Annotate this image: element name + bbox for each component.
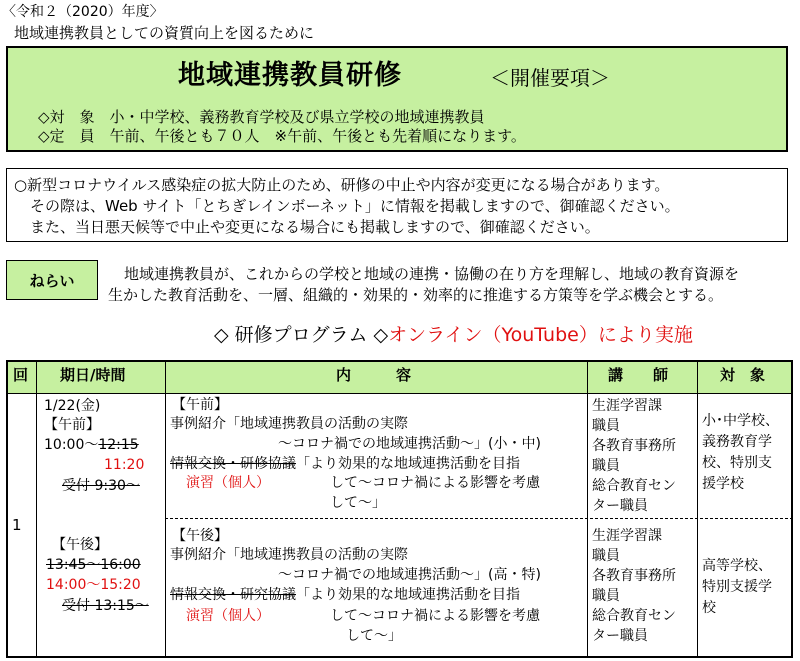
pm-reception-old: 受付 13:15～ (62, 598, 149, 614)
notice-line-2: その際は、Web サイト「とちぎレインボーネット」に情報を掲載しますので、御確認ください。 (30, 197, 680, 215)
am-target-1: 小･中学校、 (702, 413, 779, 429)
pm-lecturer-4: 職員 (592, 588, 620, 604)
pm-target-3: 校 (702, 600, 716, 616)
am-lecturer-2: 職員 (592, 418, 620, 434)
notice-line-3: また、当日悪天候等で中止や変更になる場合にも掲載しますので、御確認ください。 (30, 218, 600, 236)
round-number: 1 (12, 516, 22, 534)
pm-content-label: 【午後】 (172, 528, 228, 544)
pm-time-old: 13:45～16:00 (46, 557, 141, 573)
pm-lecturer-3: 各教育事務所 (592, 568, 676, 584)
pm-exercise: 演習（個人） (186, 608, 270, 624)
am-target-2: 義務教育学 (702, 434, 772, 450)
pm-content-line-5: して～」 (346, 628, 402, 644)
pm-lecturer-2: 職員 (592, 548, 620, 564)
am-content-line-5: して～」 (330, 495, 386, 511)
am-lecturer-1: 生涯学習課 (592, 398, 662, 414)
am-content-line-1: 事例紹介「地域連携教員の活動の実際 (170, 416, 408, 432)
am-content-line-2: ～コロナ禍での地域連携活動～」(小・中) (278, 436, 541, 452)
target-line: ◇対 象 小・中学校、義務教育学校及び県立学校の地域連携教員 (38, 108, 485, 126)
am-content-line-4: して～コロナ禍による影響を考慮 (330, 475, 540, 491)
am-lecturer-6: ター職員 (592, 498, 648, 514)
am-lecturer-4: 職員 (592, 458, 620, 474)
pm-session-title: 「より効果的な地域連携活動を目指 (296, 587, 520, 603)
pm-lecturer-5: 総合教育セン (592, 608, 676, 624)
am-session-title: 「より効果的な地域連携活動を目指 (296, 456, 520, 472)
aim-badge: ねらい (6, 260, 98, 300)
am-time (44, 437, 139, 453)
am-exercise: 演習（個人） (186, 475, 270, 491)
capacity-line: ◇定 員 午前、午後とも７０人 ※午前、午後とも先着順になります。 (38, 127, 526, 145)
program-heading (214, 323, 693, 347)
pm-content-line-3 (170, 587, 520, 603)
session-date: 1/22(金) (44, 398, 101, 414)
am-content-line-3 (170, 456, 520, 472)
am-pm-divider (165, 518, 793, 519)
col-divider-2 (165, 360, 166, 658)
fiscal-year-note: 〈令和２（2020）年度〉 (2, 4, 164, 20)
aim-text-line-1: 地域連携教員が、これからの学校と地域の連携・協働の在り方を理解し、地域の教育資源を (124, 265, 740, 283)
aim-text-line-2: 生かした教育活動を、一層、組織的・効果的・効率的に推進する方策等を学ぶ機会とする。 (108, 286, 724, 304)
am-time-new-end: 11:20 (104, 457, 145, 473)
am-target-3: 校、特別支 (702, 455, 772, 471)
am-lecturer-3: 各教育事務所 (592, 438, 676, 454)
program-heading-label: ◇ 研修プログラム ◇ (214, 324, 389, 346)
header-datetime: 期日/時間 (60, 366, 126, 384)
pm-content-line-2: ～コロナ禍での地域連携活動～」(高・特) (278, 567, 541, 583)
page-subtitle: ＜開催要項＞ (490, 66, 610, 90)
am-content-label: 【午前】 (172, 397, 228, 413)
header-lecturer: 講 師 (608, 366, 669, 384)
pm-lecturer-6: ター職員 (592, 628, 648, 644)
pm-struck-session: 情報交換・研究協議 (170, 587, 296, 603)
program-online-note: オンライン（YouTube）により実施 (388, 324, 693, 346)
header-round: 回 (13, 366, 29, 384)
am-label: 【午前】 (44, 417, 100, 433)
col-divider-3 (587, 360, 588, 658)
am-reception-old: 受付 9:30～ (62, 478, 140, 494)
pm-target-1: 高等学校、 (702, 558, 772, 574)
header-target: 対 象 (720, 366, 766, 384)
pm-content-line-1: 事例紹介「地域連携教員の活動の実際 (170, 547, 408, 563)
am-struck-session: 情報交換・研修協議 (170, 456, 296, 472)
pm-time-new: 14:00～15:20 (46, 577, 141, 593)
pm-lecturer-1: 生涯学習課 (592, 528, 662, 544)
am-lecturer-5: 総合教育セン (592, 478, 676, 494)
col-divider-1 (36, 360, 37, 658)
am-time-old-end: 12:15 (98, 437, 139, 453)
header-divider (6, 393, 793, 394)
am-time-start: 10:00～ (44, 437, 99, 453)
notice-line-1: ○新型コロナウイルス感染症の拡大防止のため、研修の中止や内容が変更になる場合があります。 (14, 176, 670, 194)
header-content: 内 容 (336, 366, 412, 384)
training-purpose: 地域連携教員としての資質向上を図るために (14, 24, 315, 42)
pm-label: 【午後】 (52, 537, 108, 553)
page-title: 地域連携教員研修 (178, 60, 402, 91)
pm-content-line-4: して～コロナ禍による影響を考慮 (330, 608, 540, 624)
am-target-4: 援学校 (702, 476, 744, 492)
pm-target-2: 特別支援学 (702, 579, 772, 595)
col-divider-4 (697, 360, 698, 658)
